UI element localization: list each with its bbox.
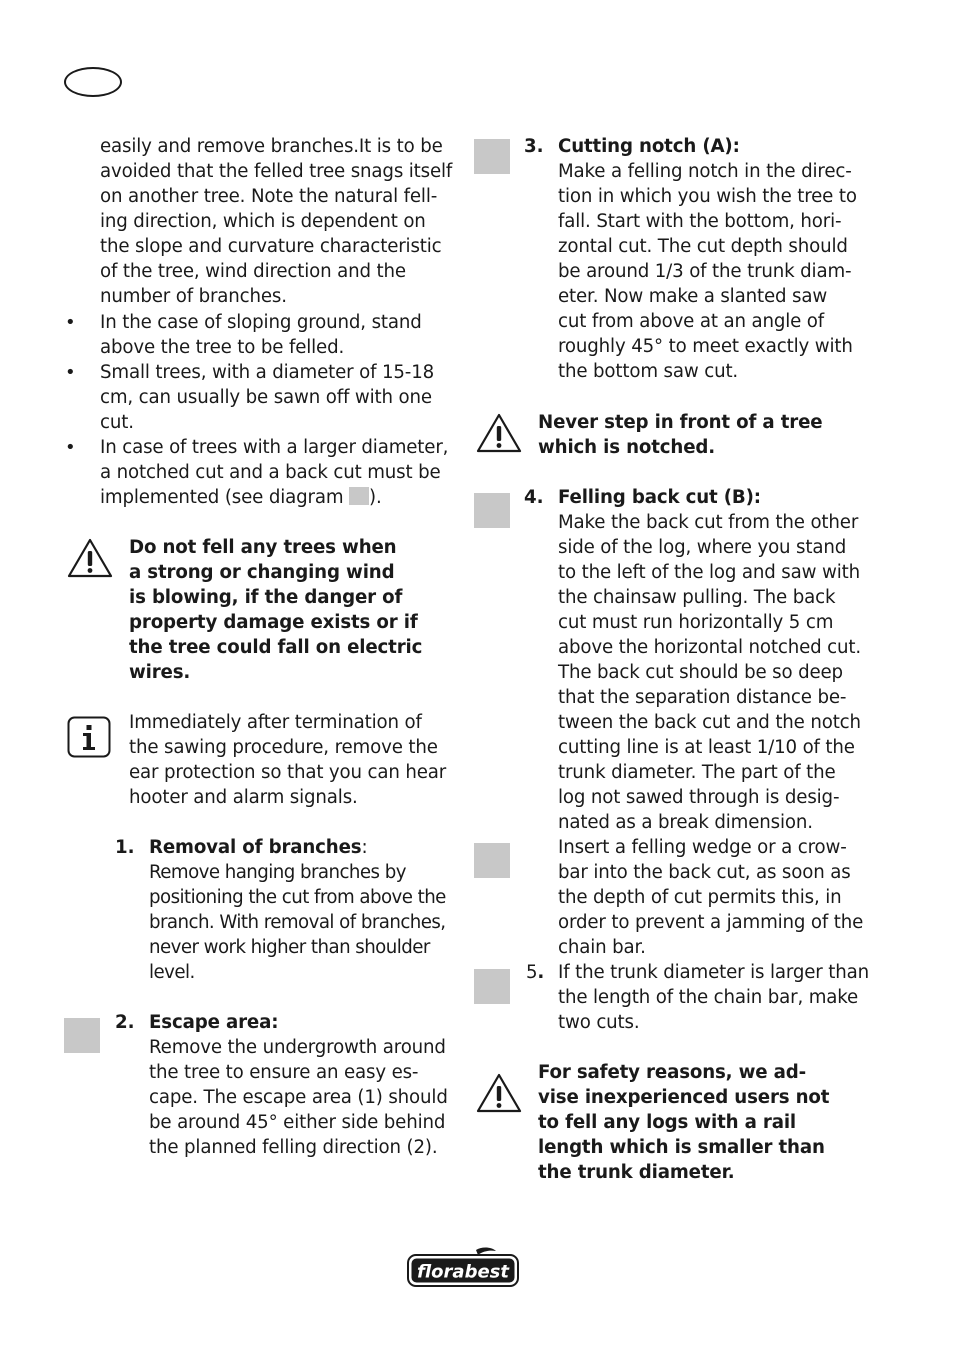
step-body: Remove the undergrowth around the tree to ensure an easy es- cape. The escape area (1) should be around 45° either side behind the planned felling direction (2). [149,1037,448,1158]
figure-reference-square [474,139,510,174]
logo-text: florabest [417,1261,509,1283]
step-number-digit: 5 [526,962,538,983]
warning-triangle-icon [475,1072,523,1114]
figure-reference-square [64,1018,100,1053]
florabest-logo [406,1246,520,1288]
figure-reference-square [474,969,510,1004]
step-number: 2. [115,1012,135,1033]
figure-reference-square [474,493,510,528]
figure-reference-square [474,843,510,878]
step-number: 3. [524,136,544,157]
bullet-item: In the case of sloping ground, stand above the tree to be felled. [100,312,422,358]
bullet-item-end [100,485,382,510]
warning-text: For safety reasons, we ad- vise inexperienced users not to fell any logs with a rail length which is smaller than the trunk diameter. [538,1062,830,1183]
step-title: Escape area: [149,1012,279,1033]
step-title: Cutting notch (A): [558,136,740,157]
step-number: 1. [115,837,135,858]
step-title: Felling back cut (B): [558,487,761,508]
step-body: Make a felling notch in the direc- tion in which you wish the tree to fall. Start with the bottom, hori- zontal cut. The cut depth should be around 1/3 of the trunk diam- eter. Now make a slanted saw cut from above at an angle of roughly 45° to meet exactly with the bottom saw cut. [558,161,857,382]
figure-reference-square [349,487,369,505]
bullet-text: implemented (see diagram [100,487,350,508]
bullet-item: Small trees, with a diameter of 15-18 cm, can usually be sawn off with one cut. [100,362,435,433]
step-body: Make the back cut from the other side of the log, where you stand to the left of the log and saw with the chainsaw pulling. The back cut must run horizontally 5 cm above the horizontal notched cut. The back cut should be so deep that the separation distance be- tween the back cut and the notch cutting line is at least 1/10 of the trunk diameter. The part of the log not sawed through is desig- nated as a break dimension. Insert a felling wedge or a crow- bar into the back cut, as soon as the depth of cut permits this, in order to prevent a jamming of the chain bar. [558,512,864,958]
intro-paragraph: easily and remove branches.It is to be avoided that the felled tree snags itself on another tree. Note the natural fell- ing direction, which is dependent on the slope and curvature characteristic of the tree, wind direction and the number of branches. [100,136,453,307]
language-badge [64,67,122,97]
step-title [149,835,367,860]
info-text: Immediately after termination of the sawing procedure, remove the ear protection so that you can hear hooter and alarm signals. [129,712,447,808]
info-icon [67,716,111,758]
warning-text: Never step in front of a tree which is notched. [538,412,823,458]
step-number-dot: . [537,962,545,983]
step-title-suffix: : [361,837,368,858]
step-title-text: Removal of branches [149,837,362,858]
step-number: 4. [524,487,544,508]
warning-triangle-icon [66,537,114,579]
step-body: If the trunk diameter is larger than the length of the chain bar, make two cuts. [558,962,869,1033]
warning-triangle-icon [475,412,523,454]
bullet-marker: • [65,362,76,383]
bullet-marker: • [65,312,76,333]
step-number [526,960,544,985]
warning-text: Do not fell any trees when a strong or changing wind is blowing, if the danger of property damage exists or if the tree could fall on electric wires. [129,537,423,683]
step-body: Remove hanging branches by positioning the cut from above the branch. With removal of branches, never work higher than shoulder level. [149,862,446,983]
bullet-text: ). [369,487,382,508]
bullet-item: In case of trees with a larger diameter, a notched cut and a back cut must be [100,437,449,483]
bullet-marker: • [65,437,76,458]
